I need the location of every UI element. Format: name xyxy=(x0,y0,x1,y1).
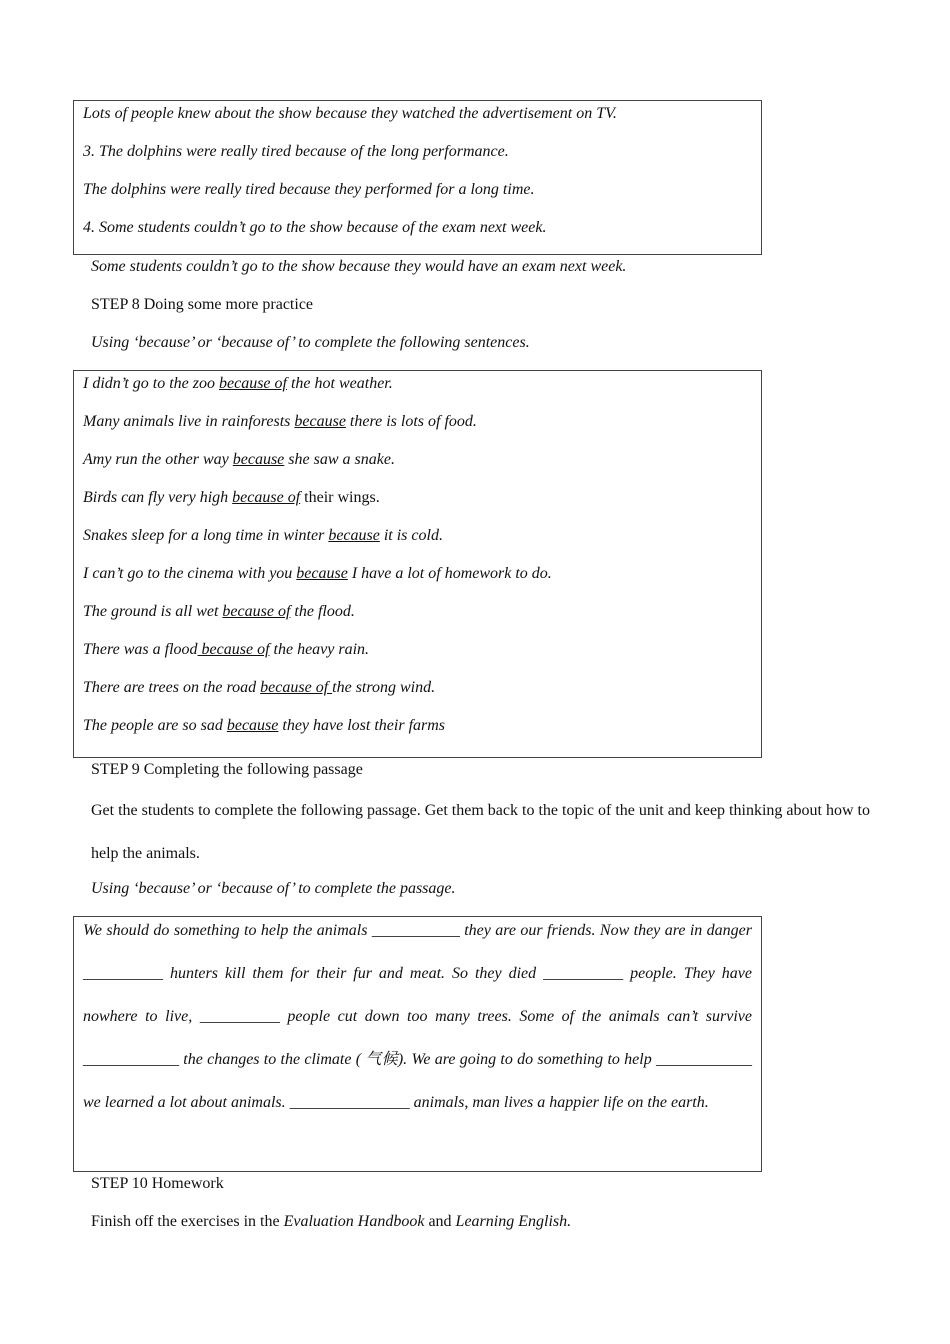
practice-sentences-box xyxy=(73,370,762,758)
sentence-start: I didn’t go to the zoo xyxy=(83,375,219,392)
step9-description: Get the students to complete the following passage. Get them back to the topic of the unit and keep thinking about how to help the animals. xyxy=(91,802,870,862)
book-title: Evaluation Handbook xyxy=(283,1213,425,1230)
sentence-end: the hot weather. xyxy=(286,375,393,392)
step9-heading: STEP 9 Completing the following passage xyxy=(91,761,363,778)
step10-heading: STEP 10 Homework xyxy=(91,1175,224,1192)
passage-text: We should do something to help the animals ___________ they are our friends. Now they are in danger __________ hunters kill them for their fur and meat. So they died __________ people. They have nowhere to live, __________ people cut down too many trees. Some of the animals can’t survive ____________ the changes to the climate ( 气候). We are going to do something to help ____________ we learned a lot about animals. _______________ animals, man lives a happier life on the earth. xyxy=(83,922,752,1111)
homework-text-1: Finish off the exercises in the xyxy=(91,1213,284,1230)
answer: because of xyxy=(222,603,291,620)
sentence-end: their wings. xyxy=(300,489,380,506)
practice-sentence xyxy=(83,403,752,441)
practice-sentence xyxy=(83,365,752,403)
sentence-start: The people are so sad xyxy=(83,717,227,734)
homework-text-2: and xyxy=(424,1213,456,1230)
answer: because xyxy=(226,717,279,734)
sentence-end: she saw a snake. xyxy=(284,451,395,468)
sentence-start: Many animals live in rainforests xyxy=(83,413,295,430)
sentence-start: There was a flood xyxy=(83,641,198,658)
practice-sentence xyxy=(83,631,752,669)
step8-instruction: Using ‘because’ or ‘because of’ to complete the following sentences. xyxy=(91,334,530,351)
practice-sentence xyxy=(83,555,752,593)
book-title: Learning English. xyxy=(455,1213,572,1230)
sentence-end: there is lots of food. xyxy=(345,413,477,430)
sentence-start: Snakes sleep for a long time in winter xyxy=(83,527,329,544)
sentence-end: it is cold. xyxy=(379,527,443,544)
sentence-start: The ground is all wet xyxy=(83,603,223,620)
answer: because of xyxy=(219,375,287,392)
sentence-end: I have a lot of homework to do. xyxy=(347,565,552,582)
sentence-start: There are trees on the road xyxy=(83,679,261,696)
passage-box xyxy=(73,916,762,1172)
answer: because of xyxy=(260,679,333,696)
example-sentence: Some students couldn’t go to the show because they would have an exam next week. xyxy=(91,258,627,275)
example-sentence: Lots of people knew about the show because they watched the advertisement on TV. xyxy=(83,105,617,122)
practice-sentence xyxy=(83,707,752,745)
step8-heading: STEP 8 Doing some more practice xyxy=(91,296,314,313)
sentence-start: Birds can fly very high xyxy=(83,489,233,506)
answer: because xyxy=(296,565,348,582)
sentence-start: Amy run the other way xyxy=(83,451,233,468)
practice-sentence xyxy=(83,517,752,555)
answer: because xyxy=(294,413,346,430)
sentence-end: the flood. xyxy=(290,603,355,620)
practice-sentence xyxy=(83,593,752,631)
practice-sentence xyxy=(83,441,752,479)
step9-instruction: Using ‘because’ or ‘because of’ to complete the passage. xyxy=(91,880,456,897)
sentence-end: the strong wind. xyxy=(332,679,436,696)
example-sentence: The dolphins were really tired because they performed for a long time. xyxy=(83,181,535,198)
sentence-start: I can’t go to the cinema with you xyxy=(83,565,297,582)
answer: because of xyxy=(232,489,301,506)
practice-sentence xyxy=(83,669,752,707)
practice-sentence xyxy=(83,479,752,517)
answer: because xyxy=(232,451,285,468)
answer: because of xyxy=(197,641,270,658)
answer: because xyxy=(328,527,380,544)
example-sentence: 3. The dolphins were really tired because of the long performance. xyxy=(83,143,509,160)
sentence-end: they have lost their farms xyxy=(278,717,446,734)
example-sentences-box xyxy=(73,100,762,255)
sentence-end: the heavy rain. xyxy=(269,641,370,658)
example-sentence: 4. Some students couldn’t go to the show because of the exam next week. xyxy=(83,219,547,236)
homework-text xyxy=(91,1203,571,1241)
